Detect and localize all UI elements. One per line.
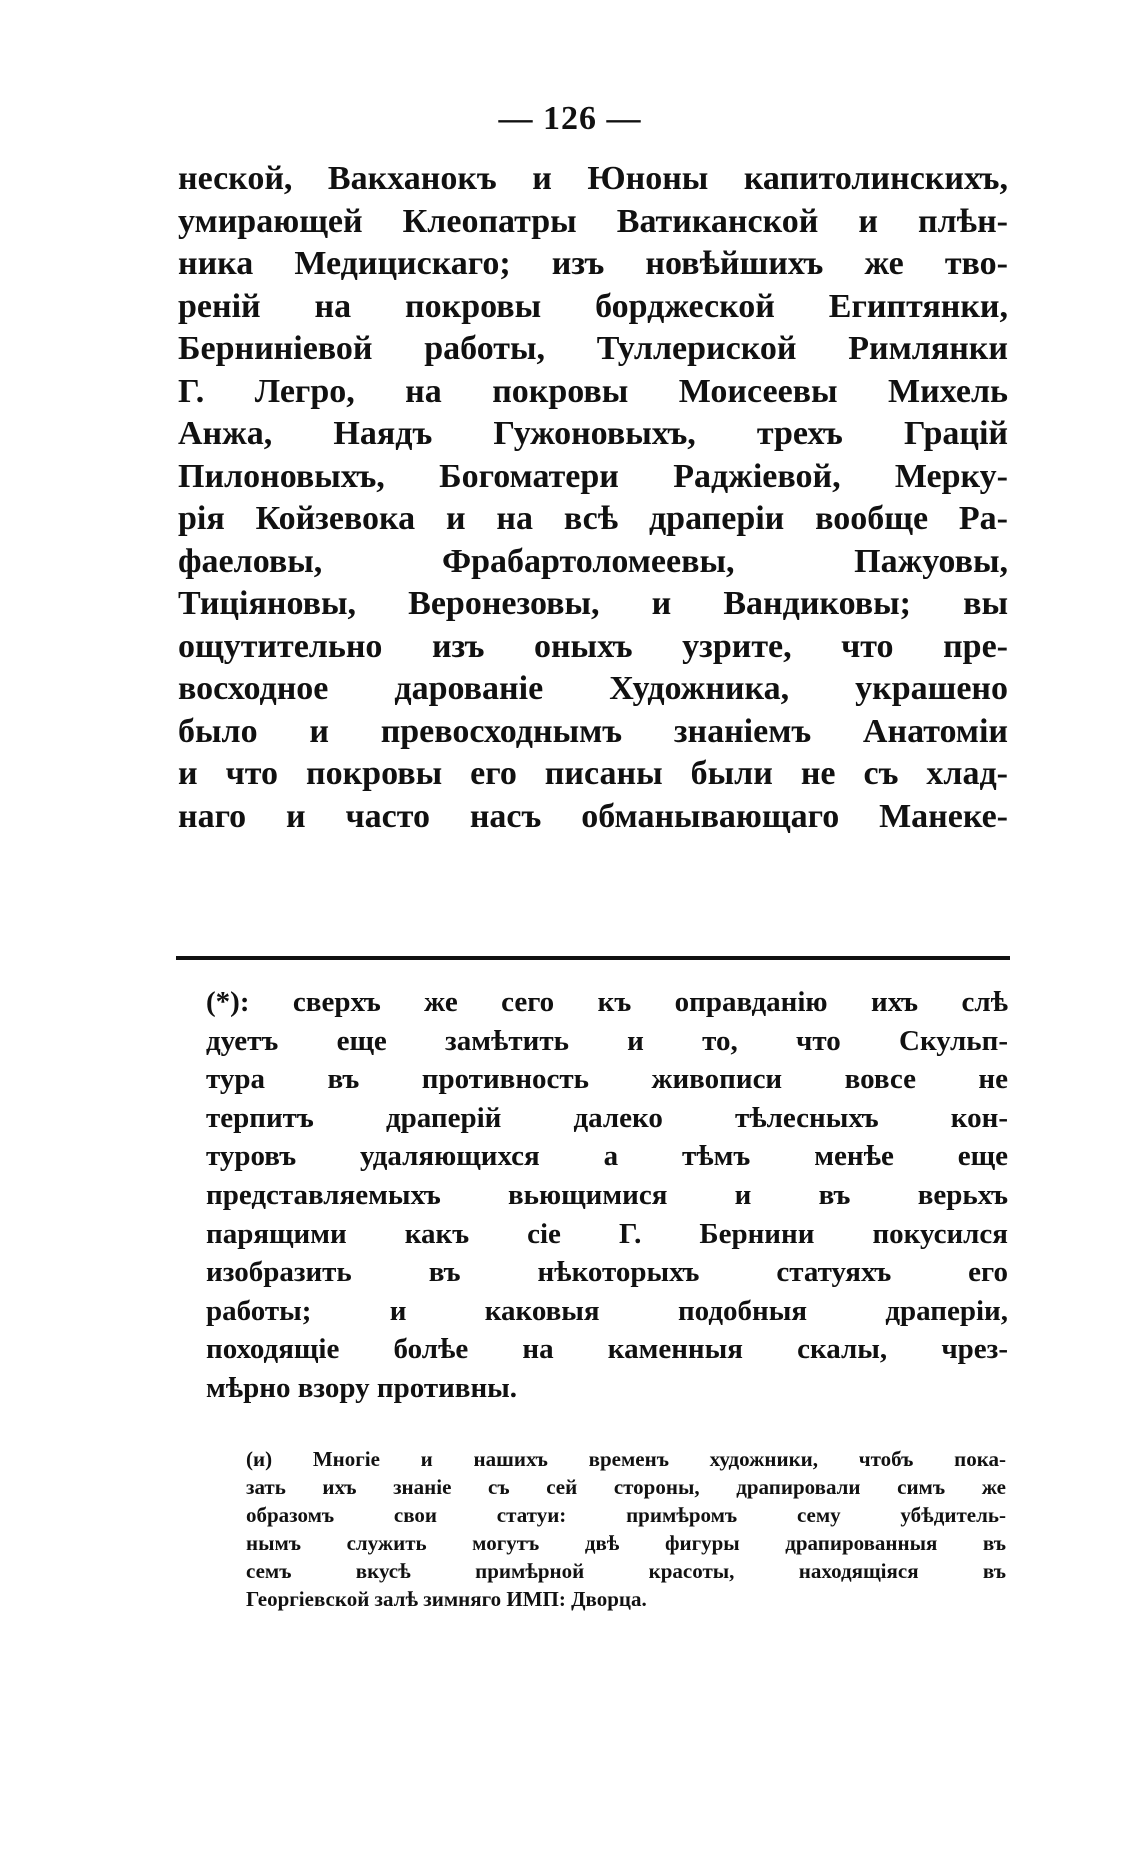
subnote-line: нымъ служить могутъ двѣ фигуры драпированныя въ <box>246 1531 1006 1555</box>
text-line: ника Медицискаго; изъ новѣйшихъ же тво- <box>178 245 1008 282</box>
text-line: Берниніевой работы, Туллериской Римлянки <box>178 330 1008 367</box>
footnote-line: (*): сверхъ же сего къ оправданію ихъ слѣ <box>206 986 1008 1018</box>
text-line: наго и часто насъ обманывающаго Манеке- <box>178 797 1008 835</box>
subnote-line: зать ихъ знаніе съ сей стороны, драпировали симъ же <box>246 1475 1006 1499</box>
footnote-line: представляемыхъ вьющимися и въ верьхъ <box>206 1178 1008 1211</box>
footnote-line: работы; и каковыя подобныя драперіи, <box>206 1294 1008 1327</box>
footnote-divider <box>176 956 1010 960</box>
text-line: Г. Легро, на покровы Моисеевы Михель <box>178 372 1008 410</box>
footnote-line: терпитъ драперій далеко тѣлесныхъ кон- <box>206 1101 1008 1134</box>
footnote-line: тура въ противность живописи вовсе не <box>206 1063 1008 1096</box>
footnote-block <box>206 983 1008 1408</box>
footnote-line: мѣрно взору противны. <box>206 1371 518 1404</box>
text-line: реній на покровы борджеской Египтянки, <box>178 287 1008 325</box>
text-line: Анжа, Наядъ Гужоновыхъ, трехъ Грацій <box>178 415 1008 452</box>
subnote-block <box>246 1445 1006 1613</box>
subnote-line: семъ вкусѣ примѣрной красоты, находящіяся въ <box>246 1559 1006 1583</box>
footnote-line: дуетъ еще замѣтить и то, что Скульп- <box>206 1024 1008 1057</box>
footnote-line: туровъ удаляющихся а тѣмъ менѣе еще <box>206 1140 1008 1173</box>
text-line: фаеловы, Фрабартоломеевы, Пажуовы, <box>178 542 1008 580</box>
subnote-line: образомъ свои статуи: примѣромъ сему убѣдитель- <box>246 1503 1006 1527</box>
footnote-line: походящіе болѣе на каменныя скалы, чрез- <box>206 1333 1008 1366</box>
text-line: было и превосходнымъ знаніемъ Анатоміи <box>178 712 1008 750</box>
text-line: Тиціяновы, Веронезовы, и Вандиковы; вы <box>178 585 1008 622</box>
text-line: восходное дарованіе Художника, украшено <box>178 670 1008 707</box>
subnote-line: Георгіевской залѣ зимняго ИМП: Дворца. <box>246 1587 647 1611</box>
subnote-line: (и) Многіе и нашихъ временъ художники, чтобъ пока- <box>246 1447 1006 1471</box>
text-line: ощутительно изъ оныхъ узрите, что пре- <box>178 627 1008 665</box>
text-line: и что покровы его писаны были не съ хлад- <box>178 755 1008 792</box>
text-line: умирающей Клеопатры Ватиканской и плѣн- <box>178 202 1008 240</box>
footnote-line: изобразить въ нѣкоторыхъ статуяхъ его <box>206 1256 1008 1289</box>
page-number: — 126 — <box>498 100 642 137</box>
text-line: рія Койзевока и на всѣ драперіи вообще Ра- <box>178 500 1008 537</box>
text-line: неской, Вакханокъ и Юноны капитолинскихъ, <box>178 160 1008 197</box>
footnote-line: парящими какъ сіе Г. Бернини покусился <box>206 1217 1008 1250</box>
main-text-block <box>178 158 1008 838</box>
text-line: Пилоновыхъ, Богоматери Раджіевой, Мерку- <box>178 457 1008 495</box>
